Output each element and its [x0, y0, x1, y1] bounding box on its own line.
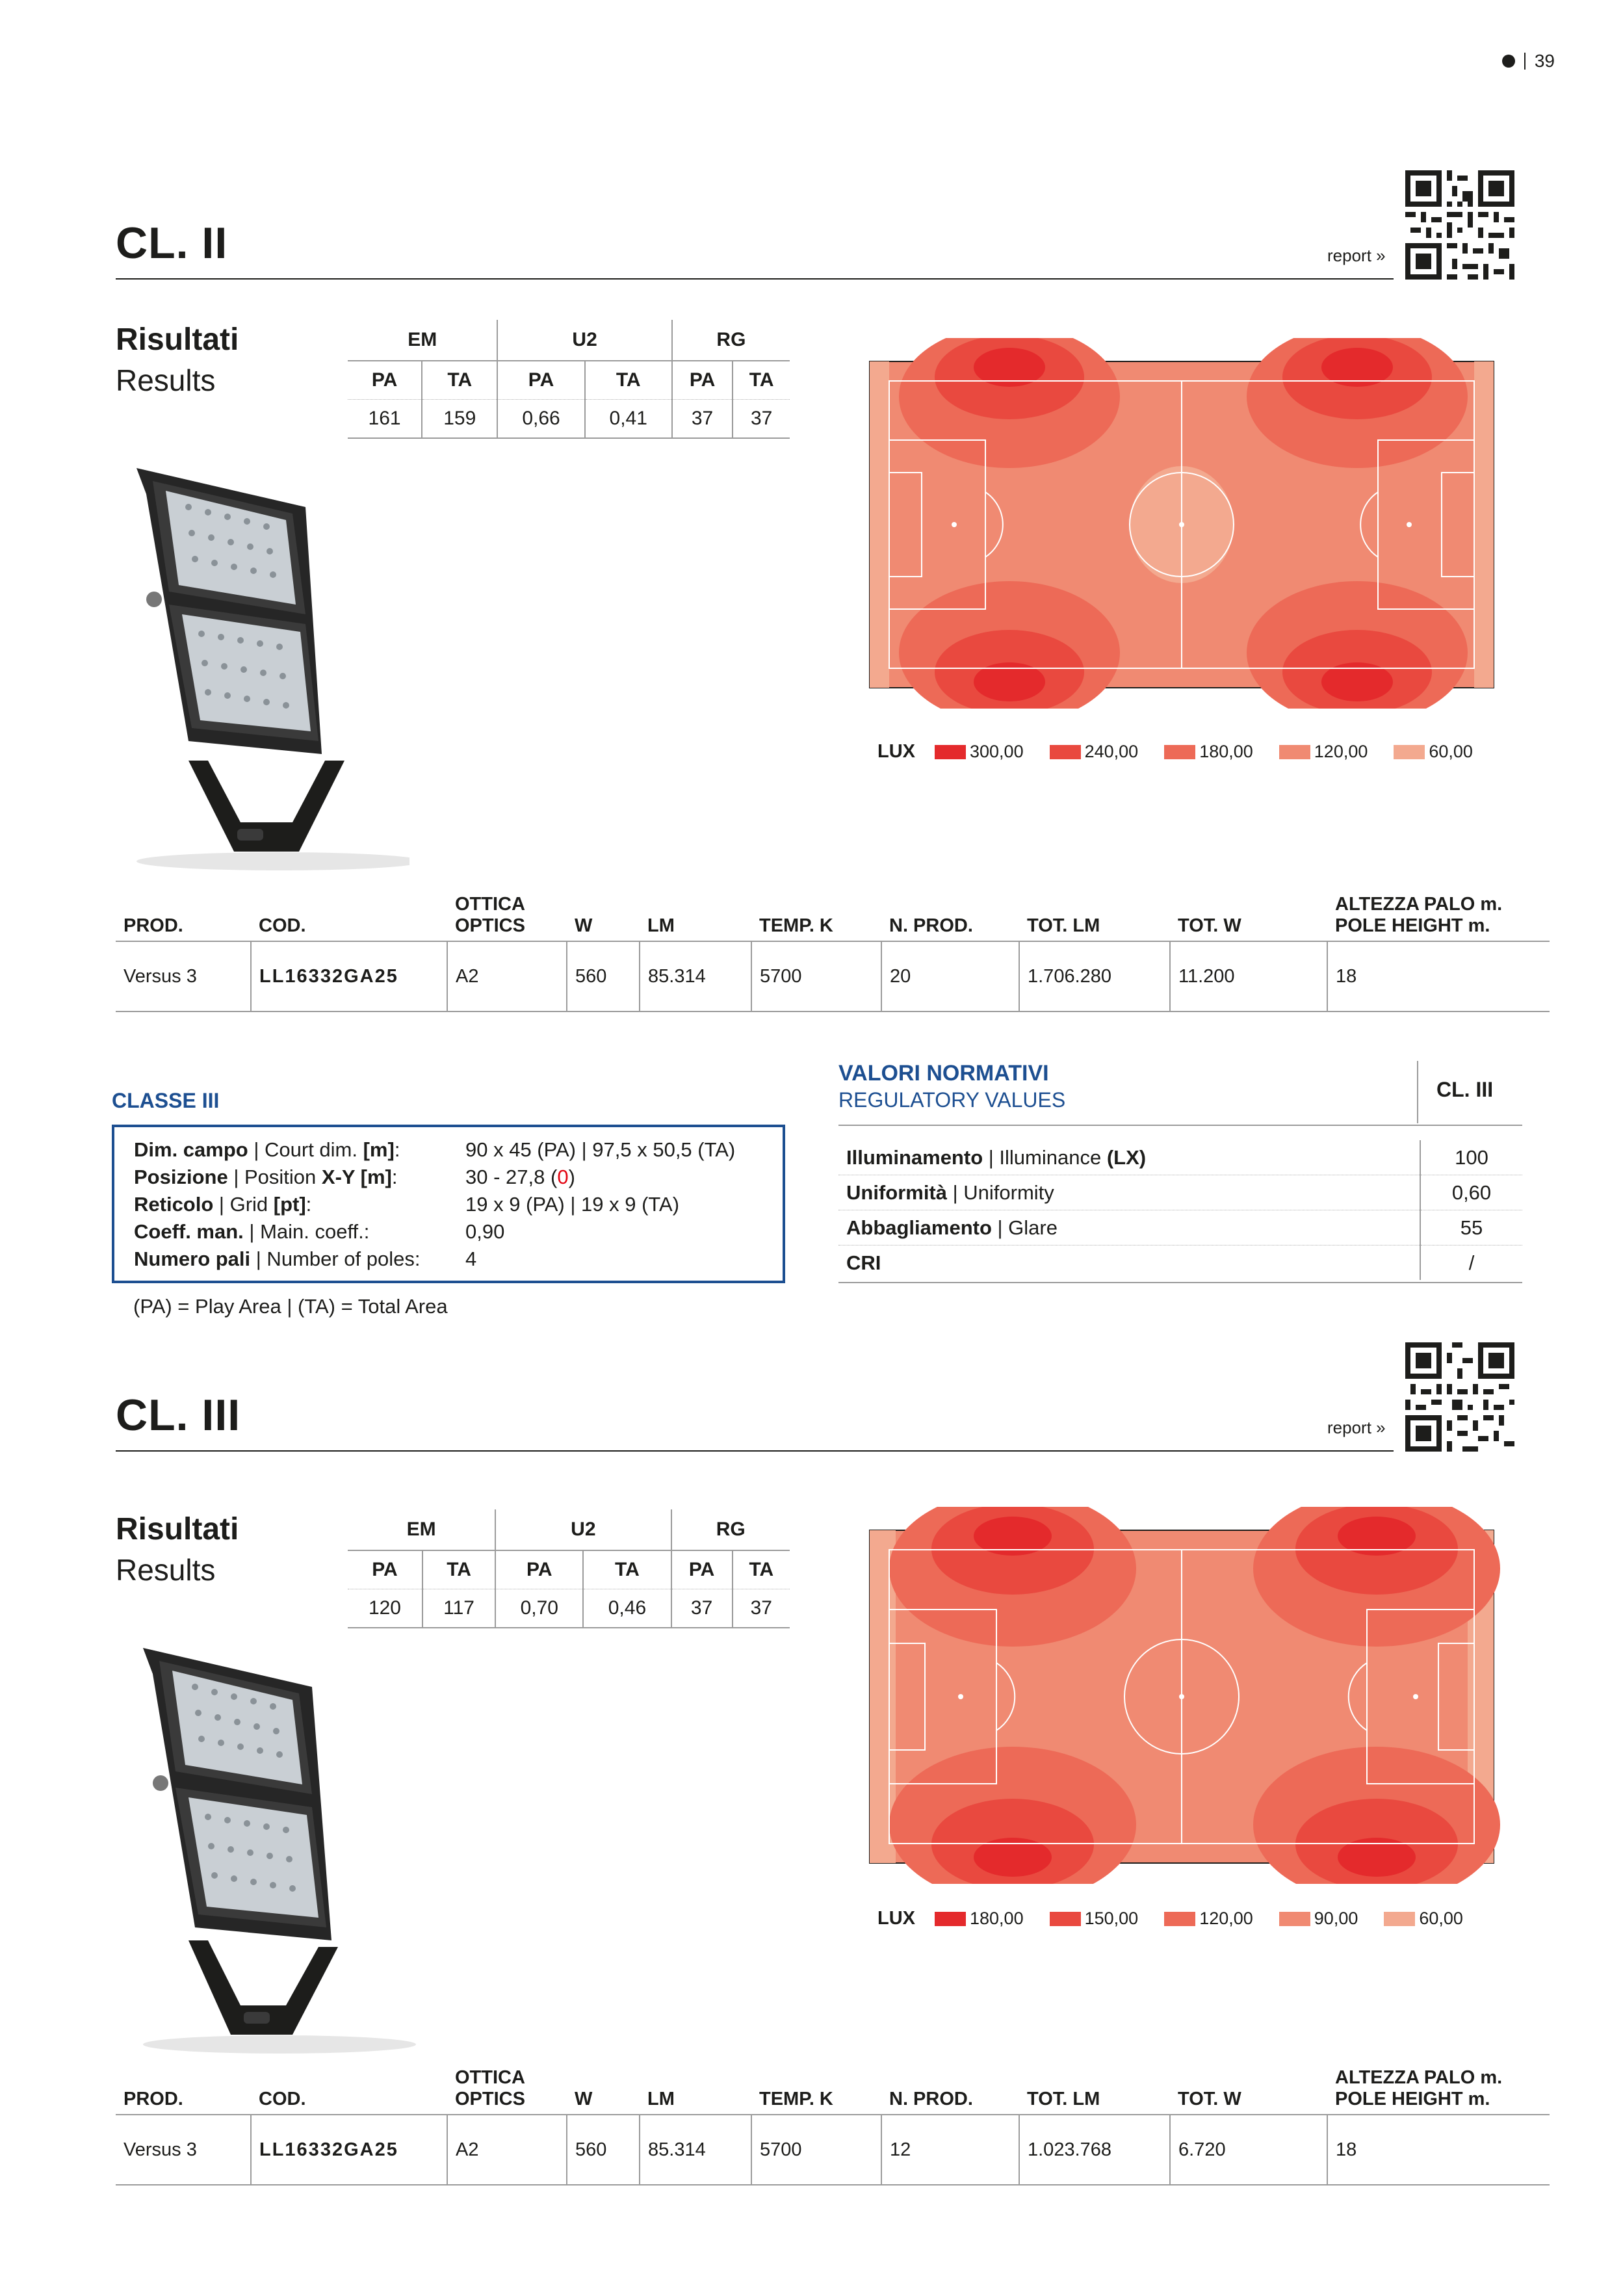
cell-optics: A2: [447, 941, 567, 1011]
area-note: (PA) = Play Area | (TA) = Total Area: [133, 1295, 448, 1318]
col-header: LM: [640, 894, 751, 941]
group-em: EM: [406, 1519, 436, 1540]
value-cell: 0,46: [583, 1589, 671, 1628]
col-header: TOT. W: [1170, 894, 1327, 941]
cell-lm: 85.314: [640, 2115, 751, 2185]
classe-key: Reticolo: [134, 1193, 214, 1216]
classe-key-en: | Position: [227, 1166, 322, 1188]
cell-code: LL16332GA25: [251, 2115, 447, 2185]
legend-value: 120,00: [1314, 742, 1368, 761]
legend-swatch: [935, 1912, 966, 1926]
cell-totlm: 1.706.280: [1019, 941, 1170, 1011]
lux-legend: [877, 741, 1473, 763]
legend-swatch: [1164, 1912, 1195, 1926]
cell-w: 560: [567, 2115, 640, 2185]
normativi-class: CL. III: [1436, 1078, 1494, 1101]
classe-colon: :: [305, 1193, 312, 1216]
cell-w: 560: [567, 941, 640, 1011]
classe-value: 0,90: [465, 1220, 505, 1243]
col-header: W: [567, 2067, 640, 2115]
col-header: PROD.: [116, 2067, 251, 2115]
value-cell: 0,70: [495, 1589, 583, 1628]
results-table: [348, 1509, 790, 1628]
legend-swatch: [935, 745, 966, 759]
norm-key: Illuminamento: [846, 1145, 983, 1169]
illuminance-field-map: [863, 338, 1500, 709]
col-header: PROD.: [116, 894, 251, 941]
table-row: [838, 1140, 1522, 1175]
section-rule: [116, 278, 1394, 280]
table-row: [116, 941, 1550, 1011]
divider: [838, 1125, 1522, 1126]
cell-totw: 6.720: [1170, 2115, 1327, 2185]
classe-colon: :: [394, 1138, 400, 1161]
classe-value: 30 - 27,8 (: [465, 1166, 558, 1188]
group-rg: RG: [672, 320, 790, 361]
col-header: ALTEZZA PALO m. POLE HEIGHT m.: [1327, 2067, 1550, 2115]
header-cell: TA: [733, 361, 790, 400]
legend-value: 180,00: [970, 1909, 1024, 1928]
col-header: N. PROD.: [881, 894, 1019, 941]
illuminance-field-map: [863, 1507, 1500, 1884]
norm-key-en: | Illuminance: [983, 1145, 1107, 1169]
header-cell: PA: [497, 361, 584, 400]
col-header: W: [567, 894, 640, 941]
page-number-value: 39: [1534, 51, 1555, 71]
col-header: TOT. W: [1170, 2067, 1327, 2115]
legend-item: [1164, 1909, 1253, 1929]
cell-temp: 5700: [751, 941, 881, 1011]
results-title-en: Results: [116, 1553, 216, 1587]
legend-item: [1164, 742, 1253, 762]
value-cell: 37: [672, 400, 733, 439]
classe-value-end: ): [568, 1166, 575, 1188]
qr-code-icon[interactable]: [1405, 170, 1514, 280]
col-header: TOT. LM: [1019, 894, 1170, 941]
classe-key-en: | Main. coeff.:: [243, 1220, 370, 1243]
col-header: LM: [640, 2067, 751, 2115]
table-row: [116, 2115, 1550, 2185]
cell-nprod: 20: [881, 941, 1019, 1011]
group-u2: U2: [495, 1509, 671, 1550]
norm-unit: (LX): [1106, 1145, 1147, 1169]
cell-totw: 11.200: [1170, 941, 1327, 1011]
legend-item: [935, 742, 1024, 762]
value-cell: 37: [671, 1589, 733, 1628]
value-cell: 161: [348, 400, 422, 439]
value-cell: 159: [422, 400, 497, 439]
qr-code-icon[interactable]: [1405, 1342, 1514, 1452]
classe-unit: X-Y [m]: [321, 1166, 392, 1188]
table-row: [838, 1246, 1522, 1281]
norm-key-en: | Glare: [991, 1216, 1058, 1239]
legend-swatch: [1164, 745, 1195, 759]
cell-totlm: 1.023.768: [1019, 2115, 1170, 2185]
cell-nprod: 12: [881, 2115, 1019, 2185]
legend-item: [1050, 1909, 1139, 1929]
legend-item: [1050, 742, 1139, 762]
floodlight-product-image: [117, 1635, 416, 2057]
legend-value: 300,00: [970, 742, 1024, 761]
classe-row: [134, 1218, 763, 1246]
col-header: COD.: [251, 2067, 447, 2115]
col-header: TOT. LM: [1019, 2067, 1170, 2115]
cell-height: 18: [1327, 2115, 1550, 2185]
classe-colon: :: [391, 1166, 398, 1188]
classe-value: 4: [465, 1247, 477, 1270]
legend-swatch: [1279, 1912, 1310, 1926]
norm-key: CRI: [846, 1251, 881, 1274]
legend-item: [1384, 1909, 1463, 1929]
norm-key-en: | Uniformity: [947, 1181, 1054, 1204]
section-rule: [116, 1450, 1394, 1452]
norm-key: Abbagliamento: [846, 1216, 992, 1239]
group-em: EM: [408, 329, 437, 350]
header-cell: PA: [672, 361, 733, 400]
results-title-it: Risultati: [116, 322, 239, 357]
col-header: TEMP. K: [751, 894, 881, 941]
legend-swatch: [1279, 745, 1310, 759]
classe-unit: [pt]: [273, 1193, 306, 1216]
report-link[interactable]: report »: [1327, 1418, 1386, 1437]
classe-title: CLASSE III: [112, 1089, 220, 1112]
classe-key: Numero pali: [134, 1247, 251, 1270]
section-title: CL. III: [116, 1390, 241, 1440]
norm-value: 0,60: [1420, 1175, 1522, 1210]
results-title-it: Risultati: [116, 1512, 239, 1546]
classe-key: Coeff. man.: [134, 1220, 244, 1243]
report-link[interactable]: report »: [1327, 246, 1386, 265]
norm-key: Uniformità: [846, 1181, 947, 1204]
legend-label: LUX: [877, 741, 915, 762]
group-rg: RG: [671, 1509, 790, 1550]
header-cell: PA: [495, 1550, 583, 1589]
classe-box: [112, 1125, 785, 1283]
col-header: OTTICA OPTICS: [447, 894, 567, 941]
legend-item: [935, 1909, 1024, 1929]
legend-value: 90,00: [1314, 1909, 1358, 1928]
header-cell: TA: [733, 1550, 790, 1589]
legend-item: [1279, 1909, 1358, 1929]
classe-key: Posizione: [134, 1166, 228, 1188]
product-table: [116, 894, 1550, 1012]
group-u2: U2: [497, 320, 671, 361]
value-cell: 0,41: [585, 400, 672, 439]
legend-value: 150,00: [1084, 1909, 1139, 1928]
legend-swatch: [1394, 745, 1425, 759]
norm-value: 100: [1420, 1140, 1522, 1175]
floodlight-product-image: [110, 455, 409, 878]
section-title: CL. II: [116, 218, 228, 268]
col-header: ALTEZZA PALO m. POLE HEIGHT m.: [1327, 894, 1550, 941]
header-cell: TA: [422, 1550, 495, 1589]
header-cell: TA: [422, 361, 497, 400]
cell-code: LL16332GA25: [251, 941, 447, 1011]
legend-value: 240,00: [1084, 742, 1139, 761]
divider: [838, 1282, 1522, 1283]
legend-swatch: [1384, 1912, 1415, 1926]
normativi-table: [838, 1140, 1522, 1280]
col-header: N. PROD.: [881, 2067, 1019, 2115]
legend-value: 120,00: [1199, 1909, 1253, 1928]
divider: [1524, 53, 1526, 70]
lux-legend: [877, 1908, 1463, 1929]
header-cell: PA: [348, 1550, 422, 1589]
value-cell: 120: [348, 1589, 422, 1628]
classe-row: [134, 1191, 763, 1218]
table-row: [838, 1175, 1522, 1210]
value-cell: 37: [733, 400, 790, 439]
col-header: TEMP. K: [751, 2067, 881, 2115]
results-title-en: Results: [116, 363, 216, 397]
classe-unit: [m]: [363, 1138, 395, 1161]
cell-lm: 85.314: [640, 941, 751, 1011]
norm-value: 55: [1420, 1210, 1522, 1246]
norm-value: /: [1420, 1246, 1522, 1281]
col-header: COD.: [251, 894, 447, 941]
page-number: [1502, 51, 1555, 72]
classe-key-en: | Number of poles:: [250, 1247, 421, 1270]
classe-row: [134, 1136, 763, 1164]
bullet-icon: [1502, 55, 1515, 68]
classe-row: [134, 1246, 763, 1273]
col-header: OTTICA OPTICS: [447, 2067, 567, 2115]
results-table: [348, 320, 790, 439]
header-cell: PA: [671, 1550, 733, 1589]
cell-prod: Versus 3: [116, 941, 251, 1011]
classe-key: Dim. campo: [134, 1138, 248, 1161]
header-cell: TA: [583, 1550, 671, 1589]
legend-item: [1279, 742, 1368, 762]
value-cell: 0,66: [497, 400, 584, 439]
legend-value: 180,00: [1199, 742, 1253, 761]
cell-height: 18: [1327, 941, 1550, 1011]
legend-value: 60,00: [1429, 742, 1473, 761]
classe-value-red: 0: [557, 1166, 569, 1188]
classe-value: 19 x 9 (PA) | 19 x 9 (TA): [465, 1193, 680, 1216]
product-table: [116, 2067, 1550, 2185]
classe-value: 90 x 45 (PA) | 97,5 x 50,5 (TA): [465, 1138, 736, 1161]
table-row: [838, 1210, 1522, 1246]
legend-swatch: [1050, 745, 1081, 759]
normativi-title: VALORI NORMATIVI: [838, 1061, 1049, 1086]
classe-key-en: | Court dim.: [248, 1138, 363, 1161]
divider: [1417, 1061, 1418, 1123]
cell-optics: A2: [447, 2115, 567, 2185]
value-cell: 37: [733, 1589, 790, 1628]
header-cell: PA: [348, 361, 422, 400]
cell-prod: Versus 3: [116, 2115, 251, 2185]
classe-key-en: | Grid: [213, 1193, 274, 1216]
legend-value: 60,00: [1419, 1909, 1463, 1928]
value-cell: 117: [422, 1589, 495, 1628]
normativi-subtitle: REGULATORY VALUES: [838, 1088, 1066, 1112]
cell-temp: 5700: [751, 2115, 881, 2185]
header-cell: TA: [585, 361, 672, 400]
classe-row: [134, 1164, 763, 1191]
legend-label: LUX: [877, 1908, 915, 1929]
legend-item: [1394, 742, 1473, 762]
legend-swatch: [1050, 1912, 1081, 1926]
